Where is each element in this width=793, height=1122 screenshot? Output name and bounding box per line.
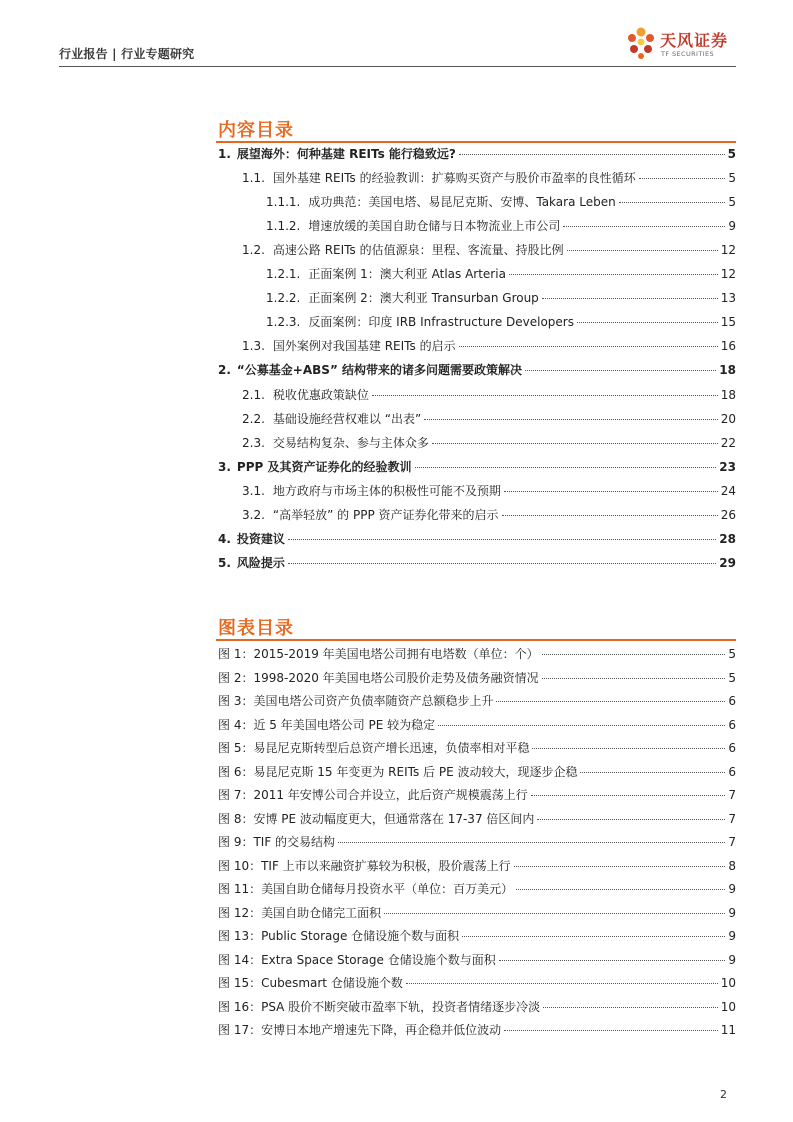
figure-entry-page: 5 xyxy=(728,670,736,685)
toc-leader-dots xyxy=(372,395,718,396)
contents-title-rule xyxy=(216,141,736,143)
figure-leader-dots xyxy=(542,678,726,679)
figure-leader-dots xyxy=(514,866,726,867)
toc-leader-dots xyxy=(288,563,716,564)
toc-entry-number: 1. xyxy=(218,147,231,161)
toc-entry-text: 基础设施经营权难以 “出表” xyxy=(272,411,422,426)
toc-entry-page: 5 xyxy=(728,195,736,210)
toc-entry-number: 1.1.1. xyxy=(266,195,301,210)
figure-leader-dots xyxy=(504,1030,718,1031)
toc-entry-label xyxy=(242,337,456,354)
toc-leader-dots xyxy=(542,298,718,299)
toc-entry-text: 高速公路 REITs 的估值源泉：里程、客流量、持股比例 xyxy=(272,243,564,258)
toc-entry[interactable] xyxy=(218,145,736,163)
figure-entry-label: 图 16：PSA 股价不断突破市盈率下轨，投资者情绪逐步冷淡 xyxy=(218,999,541,1014)
toc-entry-number: 1.2.2. xyxy=(266,291,301,306)
figure-entry-label: 图 8：安博 PE 波动幅度更大，但通常落在 17-37 倍区间内 xyxy=(218,811,535,826)
figure-entry-page: 9 xyxy=(728,929,736,943)
toc-entry-page: 9 xyxy=(728,219,736,234)
figure-leader-dots xyxy=(531,795,726,796)
toc-entry-number: 2.2. xyxy=(242,411,265,426)
figure-entry[interactable] xyxy=(218,739,736,757)
toc-entry-text: 交易结构复杂、参与主体众多 xyxy=(272,435,429,450)
figure-entry[interactable] xyxy=(218,857,736,875)
figure-entry-page: 5 xyxy=(728,647,736,661)
toc-entry-label xyxy=(242,241,564,258)
toc-entry-page: 18 xyxy=(720,387,736,402)
header-divider xyxy=(59,66,736,67)
toc-entry-page: 5 xyxy=(727,147,736,161)
figure-entry-page: 6 xyxy=(728,741,736,755)
toc-leader-dots xyxy=(639,178,726,179)
toc-entry-number: 1.2.1. xyxy=(266,267,301,282)
toc-leader-dots xyxy=(509,274,718,275)
figure-entry-page: 6 xyxy=(728,694,736,708)
figure-entry-page: 9 xyxy=(728,905,736,920)
figure-leader-dots xyxy=(537,819,725,820)
figure-entry-label: 图 6：易昆尼克斯 15 年变更为 REITs 后 PE 波动较大，现逐步企稳 xyxy=(218,764,578,779)
toc-entry[interactable] xyxy=(242,386,736,404)
logo-english-name: TF SECURITIES xyxy=(661,50,715,58)
toc-leader-dots xyxy=(424,419,718,420)
toc-entry-page: 24 xyxy=(720,483,736,498)
figures-title-rule xyxy=(216,639,736,641)
figure-entry[interactable] xyxy=(218,833,736,851)
figure-entry[interactable] xyxy=(218,645,736,663)
toc-leader-dots xyxy=(415,467,717,468)
figure-entry-label: 图 15：Cubesmart 仓储设施个数 xyxy=(218,976,403,990)
toc-entry[interactable] xyxy=(266,217,736,235)
toc-entry[interactable] xyxy=(266,289,736,307)
report-category: 行业报告 | 行业专题研究 xyxy=(59,47,195,61)
toc-leader-dots xyxy=(525,370,716,371)
figure-entry-page: 10 xyxy=(720,976,736,990)
figure-entry-label: 图 12：美国自助仓储完工面积 xyxy=(218,905,382,920)
figure-entry-page: 7 xyxy=(728,788,736,802)
figure-leader-dots xyxy=(384,913,725,914)
toc-entry[interactable] xyxy=(266,265,736,283)
figure-entry-label: 图 10：TIF 上市以来融资扩募较为积极，股价震荡上行 xyxy=(218,858,511,873)
toc-entry-number: 3.1. xyxy=(242,483,265,498)
figure-leader-dots xyxy=(580,772,725,773)
toc-leader-dots xyxy=(288,539,716,540)
toc-entry-label xyxy=(266,217,560,234)
toc-entry-number: 4. xyxy=(218,531,231,546)
toc-entry[interactable] xyxy=(242,434,736,452)
toc-entry-number: 1.1. xyxy=(242,171,265,186)
toc-entry-label xyxy=(266,265,506,282)
toc-leader-dots xyxy=(504,491,718,492)
toc-entry-page: 15 xyxy=(720,315,736,330)
toc-entry-text: 正面案例 2：澳大利亚 Transurban Group xyxy=(308,291,539,306)
figure-entry[interactable] xyxy=(218,904,736,922)
company-logo xyxy=(624,26,736,64)
toc-entry-text: 展望海外：何种基建 REITs 能行稳致远? xyxy=(236,147,456,161)
toc-entry-label xyxy=(218,458,412,475)
page-header xyxy=(0,0,793,70)
page-number: 2 xyxy=(720,1088,727,1101)
toc-entry-number: 5. xyxy=(218,555,231,570)
figure-leader-dots xyxy=(532,748,725,749)
toc-entry-label xyxy=(218,145,456,162)
toc-entry-label xyxy=(266,313,574,330)
toc-entry-label xyxy=(266,193,616,210)
figure-entry[interactable] xyxy=(218,951,736,969)
figure-leader-dots xyxy=(542,654,726,655)
toc-leader-dots xyxy=(459,154,725,155)
figure-entry-label: 图 1：2015-2019 年美国电塔公司拥有电塔数（单位：个） xyxy=(218,647,539,661)
toc-entry-page: 20 xyxy=(720,411,736,426)
figure-entry[interactable] xyxy=(218,810,736,828)
flower-logo-icon xyxy=(624,26,658,64)
figure-entry-page: 9 xyxy=(728,882,736,896)
figure-leader-dots xyxy=(438,725,725,726)
toc-entry-number: 1.3. xyxy=(242,339,265,354)
toc-entry-number: 3. xyxy=(218,459,231,474)
toc-entry-number: 1.2. xyxy=(242,243,265,258)
figure-entry-page: 6 xyxy=(728,717,736,732)
toc-entry-label xyxy=(242,410,421,427)
toc-leader-dots xyxy=(502,515,718,516)
toc-entry-page: 26 xyxy=(720,507,736,522)
figure-entry-page: 10 xyxy=(720,999,736,1014)
toc-entry-text: PPP 及其资产证券化的经验教训 xyxy=(236,459,412,474)
toc-leader-dots xyxy=(432,443,718,444)
figure-entry-page: 11 xyxy=(720,1023,736,1037)
toc-entry-text: 增速放缓的美国自助仓储与日本物流业上市公司 xyxy=(308,219,561,234)
figure-entry-page: 7 xyxy=(728,811,736,826)
toc-leader-dots xyxy=(563,226,725,227)
contents-title: 内容目录 xyxy=(218,120,294,141)
figure-leader-dots xyxy=(496,701,725,702)
toc-entry-text: “高举轻放” 的 PPP 资产证券化带来的启示 xyxy=(272,507,499,522)
toc-entry-label xyxy=(266,289,539,306)
figure-entry-label: 图 4：近 5 年美国电塔公司 PE 较为稳定 xyxy=(218,717,436,732)
figure-entry[interactable] xyxy=(218,669,736,687)
figure-entry[interactable] xyxy=(218,880,736,898)
figure-entry-label: 图 17：安博日本地产增速先下降，再企稳并低位波动 xyxy=(218,1023,502,1037)
figure-entry[interactable] xyxy=(218,1021,736,1039)
toc-entry-label xyxy=(242,386,369,403)
toc-entry-text: 国外基建 REITs 的经验教训：扩募购买资产与股价市盈率的良性循环 xyxy=(272,171,636,186)
figure-leader-dots xyxy=(338,842,725,843)
toc-entry-number: 2. xyxy=(218,363,231,378)
toc-entry-number: 1.2.3. xyxy=(266,315,301,330)
figure-entry-label: 图 7：2011 年安博公司合并设立，此后资产规模震荡上行 xyxy=(218,788,528,802)
figure-leader-dots xyxy=(462,936,725,937)
toc-entry-page: 12 xyxy=(720,267,736,282)
toc-entry-text: 成功典范：美国电塔、易昆尼克斯、安博、Takara Leben xyxy=(308,195,616,210)
figure-entry[interactable] xyxy=(218,692,736,710)
toc-entry-text: 反面案例：印度 IRB Infrastructure Developers xyxy=(308,315,574,330)
toc-entry-page: 28 xyxy=(719,531,736,546)
toc-entry[interactable] xyxy=(242,169,736,187)
toc-leader-dots xyxy=(619,202,726,203)
logo-chinese-name: 天风证券 xyxy=(660,31,729,50)
figure-entry[interactable] xyxy=(218,763,736,781)
figure-entry-label: 图 5：易昆尼克斯转型后总资产增长迅速，负债率相对平稳 xyxy=(218,741,530,755)
figure-entry-label: 图 2：1998-2020 年美国电塔公司股价走势及债务融资情况 xyxy=(218,670,539,685)
toc-entry-page: 5 xyxy=(728,171,736,186)
toc-entry-label xyxy=(218,361,522,378)
toc-entry-text: 投资建议 xyxy=(236,531,285,546)
figure-entry-page: 6 xyxy=(728,764,736,779)
toc-entry[interactable] xyxy=(242,241,736,259)
figure-entry[interactable] xyxy=(218,786,736,804)
figure-entry-label: 图 14：Extra Space Storage 仓储设施个数与面积 xyxy=(218,952,496,967)
toc-entry-page: 22 xyxy=(720,435,736,450)
toc-entry-number: 3.2. xyxy=(242,507,265,522)
toc-leader-dots xyxy=(459,346,718,347)
figure-entry-page: 8 xyxy=(728,858,736,873)
toc-entry-text: 风险提示 xyxy=(236,555,285,570)
figure-entry[interactable] xyxy=(218,974,736,992)
toc-entry-label xyxy=(242,169,636,186)
toc-entry-page: 13 xyxy=(720,291,736,306)
toc-entry-number: 2.1. xyxy=(242,387,265,402)
toc-entry-label xyxy=(242,482,501,499)
figures-title: 图表目录 xyxy=(218,618,294,639)
figure-leader-dots xyxy=(406,983,718,984)
toc-leader-dots xyxy=(577,322,718,323)
toc-entry-page: 12 xyxy=(720,243,736,258)
toc-entry[interactable] xyxy=(218,554,736,572)
toc-entry[interactable] xyxy=(218,530,736,548)
toc-entry-text: “公募基金+ABS” 结构带来的诸多问题需要政策解决 xyxy=(236,363,523,378)
toc-entry-page: 18 xyxy=(719,363,736,378)
toc-entry-number: 1.1.2. xyxy=(266,219,301,234)
toc-entry-label xyxy=(242,506,499,523)
toc-entry-text: 正面案例 1：澳大利亚 Atlas Arteria xyxy=(308,267,506,282)
toc-leader-dots xyxy=(567,250,718,251)
toc-entry-page: 29 xyxy=(719,555,736,570)
toc-entry[interactable] xyxy=(242,337,736,355)
figure-entry-label: 图 11：美国自助仓储每月投资水平（单位：百万美元） xyxy=(218,882,514,896)
figure-entry[interactable] xyxy=(218,927,736,945)
toc-entry-page: 23 xyxy=(719,459,736,474)
toc-entry-text: 税收优惠政策缺位 xyxy=(272,387,369,402)
toc-entry[interactable] xyxy=(218,361,736,379)
toc-entry[interactable] xyxy=(242,482,736,500)
figure-entry-page: 9 xyxy=(728,952,736,967)
figure-entry-label: 图 3：美国电塔公司资产负债率随资产总额稳步上升 xyxy=(218,694,494,708)
toc-entry[interactable] xyxy=(242,410,736,428)
toc-entry-text: 地方政府与市场主体的积极性可能不及预期 xyxy=(272,483,501,498)
toc-entry-number: 2.3. xyxy=(242,435,265,450)
figure-entry[interactable] xyxy=(218,998,736,1016)
toc-entry-page: 16 xyxy=(720,339,736,354)
toc-entry-label xyxy=(218,530,285,547)
figure-leader-dots xyxy=(516,889,725,890)
figure-entry[interactable] xyxy=(218,716,736,734)
toc-entry-label xyxy=(242,434,429,451)
figure-entry-label: 图 9：TIF 的交易结构 xyxy=(218,835,336,849)
figure-entry-label: 图 13：Public Storage 仓储设施个数与面积 xyxy=(218,929,460,943)
figure-entry-page: 7 xyxy=(728,835,736,849)
figure-leader-dots xyxy=(499,960,726,961)
toc-entry-label xyxy=(218,554,285,571)
figure-leader-dots xyxy=(543,1007,718,1008)
toc-entry-text: 国外案例对我国基建 REITs 的启示 xyxy=(272,339,456,354)
toc-entry[interactable] xyxy=(266,313,736,331)
toc-entry[interactable] xyxy=(242,506,736,524)
toc-entry[interactable] xyxy=(266,193,736,211)
toc-entry[interactable] xyxy=(218,458,736,476)
